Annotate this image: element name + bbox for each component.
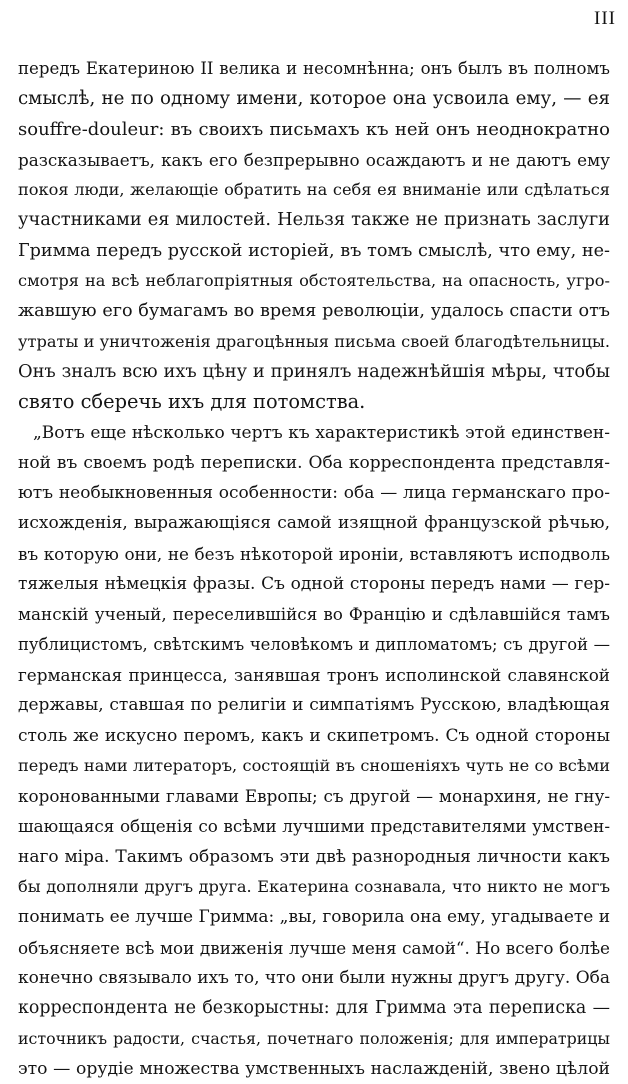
text-line: смотря на всѣ неблагопріятныя обстоятельства, на опасность, угро- [18,271,610,291]
text-line: столь же искусно перомъ, какъ и скипетромъ. Съ одной стороны [18,725,610,746]
body-text [18,54,610,1084]
text-line: источникъ радости, счастья, почетнаго положенія; для императрицы [18,1028,610,1048]
text-line: манскій ученый, переселившійся во Францію и сдѣлавшійся тамъ [18,604,610,625]
page-number: III [594,8,616,29]
text-line: въ которую они, не безъ нѣкоторой ироніи, вставляютъ исподволь [18,543,610,564]
text-line: Гримма передъ русской исторіей, въ томъ смыслѣ, что ему, не- [18,240,610,261]
paragraph-start-line: „Вотъ еще нѣсколько чертъ къ характеристикѣ этой единствен- [33,422,610,443]
text-line: коронованными главами Европы; съ другой — монархиня, не гну- [18,786,610,807]
text-line: смыслѣ, не по одному имени, которое она усвоила ему, — ея [18,88,610,110]
text-line: передъ Екатериною II велика и несомнѣнна; онъ былъ въ полномъ [18,59,610,78]
text-line: публицистомъ, свѣтскимъ человѣкомъ и дипломатомъ; съ другой — [18,634,610,654]
text-line: Онъ зналъ всю ихъ цѣну и принялъ надежнѣйшія мѣры, чтобы [18,360,610,382]
text-line: понимать ее лучше Гримма: „вы, говорила она ему, угадываете и [18,907,611,928]
text-line: это — орудіе множества умственныхъ наслажденій, звено цѣлой [18,1058,610,1079]
text-line: объясняете всѣ мои движенія лучше меня самой“. Но всего болѣе [18,937,610,958]
paragraph-end-line: свято сберечь ихъ для потомства. [18,390,366,414]
text-line: разсказываетъ, какъ его безпрерывно осаждаютъ и не даютъ ему [18,149,610,170]
text-line: покоя люди, желающіе обратить на себя ея вниманіе или сдѣлаться [18,180,610,200]
text-line: державы, ставшая по религіи и симпатіямъ Русскою, владѣющая [18,695,610,716]
text-line: передъ нами литераторъ, состоящій въ сношеніяхъ чуть не со всѣми [18,755,610,775]
text-line: исхожденія, выражающіяся самой изящной французской рѣчью, [18,513,610,534]
text-line: германская принцесса, занявшая тронъ исполинской славянской [18,664,610,685]
text-line: бы дополняли другъ друга. Екатерина сознавала, что никто не могъ [18,877,610,897]
text-line: конечно связывало ихъ то, что они были нужны другъ другу. Оба [18,967,610,988]
text-line: утраты и уничтоженія драгоцѣнныя письма своей благодѣтельницы. [18,331,610,351]
text-line: участниками ея милостей. Нельзя также не признать заслуги [18,209,610,231]
text-line: souffre-douleur: въ своихъ письмахъ къ ней онъ неоднократно [18,118,610,140]
text-line: наго міра. Такимъ образомъ эти двѣ разнородныя личности какъ [18,846,610,867]
text-line: ютъ необыкновенныя особенности: оба — лица германскаго про- [18,483,610,504]
text-line: ной въ своемъ родѣ переписки. Оба корреспондента представля- [18,452,610,473]
text-line: шающаяся общенія со всѣми лучшими представителями умствен- [18,816,610,837]
text-line: корреспондента не безкорыстны: для Гримма эта переписка — [18,998,610,1019]
text-line: жавшую его бумагамъ во время революціи, удалось спасти отъ [18,301,610,322]
text-line: тяжелыя нѣмецкія фразы. Съ одной стороны передъ нами — гер- [18,574,610,595]
